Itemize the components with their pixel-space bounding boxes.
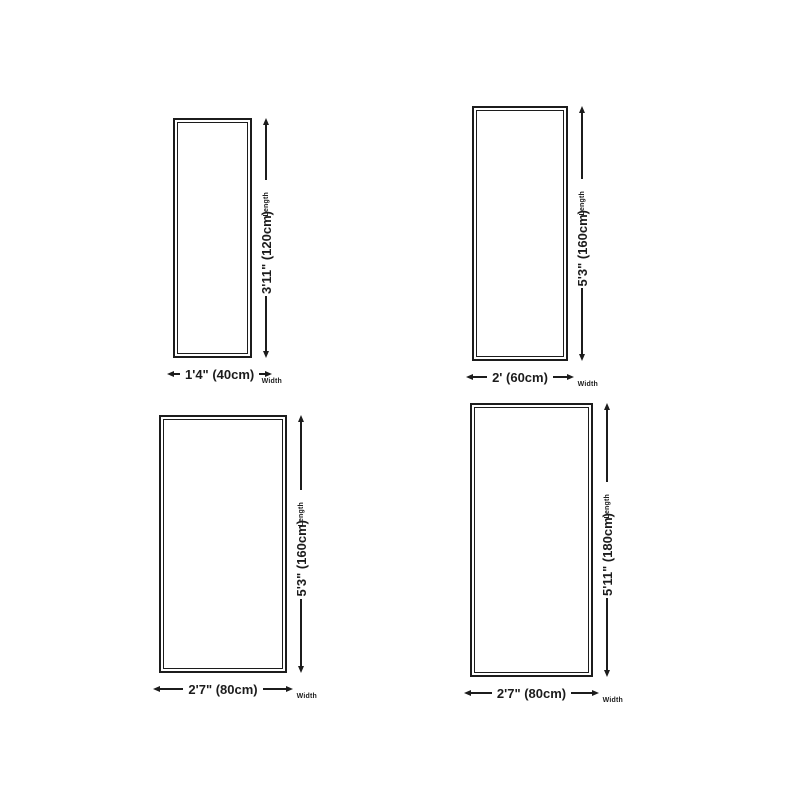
dimension-line — [606, 410, 608, 482]
arrow-left-icon — [153, 686, 160, 692]
length-value: 3'11" (120cm) — [258, 210, 274, 294]
arrow-left-icon — [466, 374, 473, 380]
arrow-up-icon — [263, 118, 269, 125]
size-diagram-120x40 — [173, 118, 282, 385]
length-value: 5'11" (180cm) — [599, 512, 615, 596]
length-label: Length — [262, 192, 270, 217]
dimension-line — [160, 688, 183, 690]
arrow-down-icon — [604, 670, 610, 677]
width-dimension — [464, 685, 599, 701]
width-label: Width — [577, 381, 598, 388]
arrow-up-icon — [298, 415, 304, 422]
length-dimension — [601, 403, 613, 677]
length-label: Length — [297, 501, 305, 527]
size-diagram-180x80 — [470, 403, 623, 704]
arrow-down-icon — [263, 351, 269, 358]
dimension-line — [300, 422, 302, 490]
dimension-line — [263, 688, 286, 690]
dimension-line — [473, 376, 487, 378]
dimension-line — [471, 692, 492, 694]
width-label: Width — [602, 697, 623, 704]
dimension-line — [606, 598, 608, 670]
rug-inner-border — [474, 407, 589, 673]
arrow-right-icon — [592, 690, 599, 696]
width-value: 2' (60cm) — [492, 369, 548, 385]
arrow-left-icon — [167, 371, 174, 377]
rug-outline — [159, 415, 287, 673]
size-diagram-160x60 — [472, 106, 598, 388]
width-value: 2'7" (80cm) — [496, 685, 567, 701]
rug-inner-border — [177, 122, 248, 354]
arrow-right-icon — [567, 374, 574, 380]
arrow-down-icon — [579, 354, 585, 361]
width-dimension — [167, 366, 258, 382]
arrow-up-icon — [579, 106, 585, 113]
length-dimension — [260, 118, 272, 358]
width-dimension — [466, 369, 574, 385]
arrow-up-icon — [604, 403, 610, 410]
dimension-line — [571, 692, 592, 694]
dimension-line — [265, 125, 267, 180]
length-value: 5'3" (160cm) — [574, 209, 590, 286]
dimension-line — [581, 288, 583, 354]
arrow-down-icon — [298, 666, 304, 673]
rug-outline — [470, 403, 593, 677]
length-dimension — [576, 106, 588, 361]
rug-inner-border — [476, 110, 564, 357]
width-value: 2'7" (80cm) — [188, 681, 258, 697]
dimension-line — [265, 296, 267, 351]
length-label: Length — [578, 191, 586, 216]
dimension-line — [174, 373, 180, 375]
dimension-line — [300, 599, 302, 667]
dimension-line — [553, 376, 567, 378]
width-label: Width — [261, 378, 282, 385]
length-label: Length — [603, 494, 611, 519]
width-label: Width — [296, 693, 317, 700]
arrow-right-icon — [286, 686, 293, 692]
arrow-left-icon — [464, 690, 471, 696]
arrow-right-icon — [265, 371, 272, 377]
width-value: 1'4" (40cm) — [185, 366, 255, 382]
length-dimension — [295, 415, 307, 673]
rug-outline — [472, 106, 568, 361]
size-diagram-160x80 — [159, 415, 317, 700]
width-dimension — [153, 681, 293, 697]
length-value: 5'3" (160cm) — [293, 520, 309, 597]
rug-outline — [173, 118, 252, 358]
rug-inner-border — [163, 419, 283, 669]
dimension-line — [581, 113, 583, 179]
